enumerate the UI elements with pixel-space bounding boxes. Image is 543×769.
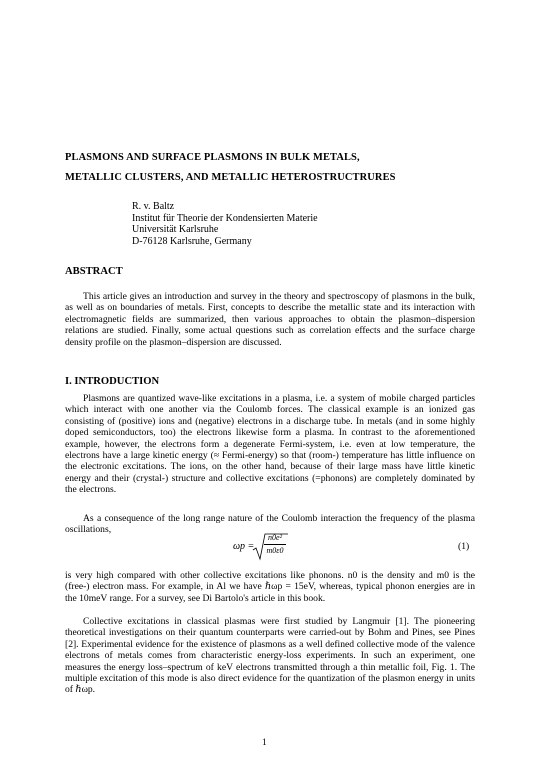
fraction-line [264, 544, 286, 545]
introduction-heading: I. INTRODUCTION [65, 376, 160, 387]
intro-paragraph-3-text: is very high compared with other collective excitations like phonons. n0 is the density and m0 is the (free-) electron mass. For example, in Al we have ℏωp = 15eV, whereas, typical phonon energies are in the 10meV range. For a survey, see Di Bartolo's article in this book. [65, 570, 475, 604]
author-city: D-76128 Karlsruhe, Germany [132, 236, 252, 248]
intro-paragraph-1 [65, 393, 475, 496]
abstract-heading: ABSTRACT [65, 266, 123, 277]
intro-paragraph-3 [65, 570, 475, 604]
paper-title-line-2: METALLIC CLUSTERS, AND METALLIC HETEROSTRUCTRURES [65, 172, 396, 183]
equation-number: (1) [458, 541, 470, 552]
intro-paragraph-2-text: As a consequence of the long range nature of the Coulomb interaction the frequency of the plasma oscillations, [65, 513, 475, 536]
author-name: R. v. Baltz [132, 201, 175, 212]
page-number: 1 [262, 737, 267, 748]
abstract-text [65, 291, 475, 348]
paper-title-line-1: PLASMONS AND SURFACE PLASMONS IN BULK METALS, [65, 152, 360, 163]
equation-1 [0, 533, 543, 563]
intro-paragraph-4-text: Collective excitations in classical plasmas were first studied by Langmuir [1]. The pioneering theoretical investigations on their quantum counterparts were carried-out by Bohm and Pines, see Pines [2]. Experimental evidence for the existence of plasmons as a well defined collective mode of the valence electrons of metals comes from characteristic energy-loss experiments. In such an experiment, one measures the energy loss–spectrum of keV electrons transmitted through a thin metallic foil, Fig. 1. The multiple excitation of this mode is also direct evidence for the quantization of the plasmon energy in units of ℏωp. [65, 616, 475, 696]
author-institute: Institut für Theorie der Kondensierten Materie [132, 212, 318, 224]
equation-fraction [264, 533, 286, 556]
equation-lhs: ωp = [233, 541, 255, 552]
equation-numerator: n0e² [268, 533, 282, 542]
intro-paragraph-4 [65, 616, 475, 696]
intro-paragraph-1-text: Plasmons are quantized wave-like excitations in a plasma, i.e. a system of mobile charged particles which interact with one another via the Coulomb forces. The classical example is an ionized gas consisting of (positive) ions and (negative) electrons in a discharge tube. In metals (and in some highly doped semiconductors, too) the electrons likewise form a plasma. In contrast to the aforementioned example, however, the electrons form a degenerate Fermi-system, i.e. even at low temperature, the electrons have a large kinetic energy (≈ Fermi-energy) so that (room-) temperature has little influence on the electronic excitations. The ions, on the other hand, because of their large mass have little kinetic energy and their (crystal-) structure and collective excitations (=phonons) are completely dominated by the electrons. [65, 393, 475, 496]
author-block [132, 201, 318, 248]
equation-denominator: m0ε0 [266, 546, 284, 555]
abstract-paragraph: This article gives an introduction and survey in the theory and spectroscopy of plasmons in the bulk, as well as on boundaries of metals. First, concepts to describe the metallic state and its interaction with electromagnetic fields are summarized, then various approaches to obtain the plasmon–dispersion relations are studied. Finally, some actual questions such as correlation effects and the surface charge density profile on the plasmon–dispersion are discussed. [65, 291, 475, 348]
author-university: Universität Karlsruhe [132, 224, 219, 236]
